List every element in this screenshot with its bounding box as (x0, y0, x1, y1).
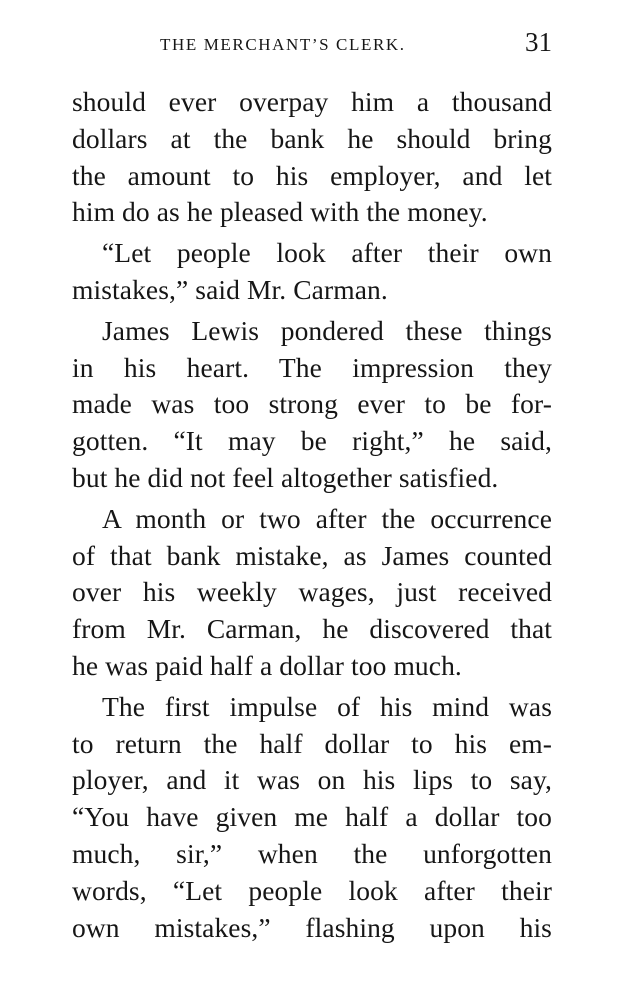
body-text (72, 84, 552, 946)
text-line: “You have given me half a dollar too (72, 801, 552, 833)
text-line: ployer, and it was on his lips to say, (72, 764, 552, 796)
page-number: 31 (525, 27, 552, 57)
text-line: words, “Let people look after their (72, 874, 552, 906)
text-line: him do as he pleased with the money. (72, 196, 488, 228)
text-line: James Lewis pondered these things (102, 314, 552, 346)
text-line: of that bank mistake, as James counted (72, 539, 552, 571)
text-line: he was paid half a dollar too much. (72, 649, 462, 681)
text-line: much, sir,” when the unforgotten (72, 837, 552, 869)
text-line: mistakes,” said Mr. Carman. (72, 273, 388, 305)
running-head-title: THE MERCHANT’S CLERK. (160, 35, 406, 54)
text-line: own mistakes,” flashing upon his (72, 911, 552, 943)
text-line: over his weekly wages, just received (72, 576, 552, 608)
text-line: to return the half dollar to his em- (72, 727, 552, 759)
text-line: A month or two after the occurrence (102, 502, 552, 534)
text-line: from Mr. Carman, he discovered that (72, 613, 552, 645)
text-line: gotten. “It may be right,” he said, (72, 425, 552, 457)
text-line: the amount to his employer, and let (72, 159, 552, 191)
text-line: dollars at the bank he should bring (72, 122, 552, 154)
text-line: in his heart. The impression they (72, 351, 552, 383)
text-line: “Let people look after their own (102, 237, 552, 269)
text-line: should ever overpay him a thousand (72, 86, 552, 117)
text-line: The first impulse of his mind was (102, 690, 552, 722)
text-line: made was too strong ever to be for- (72, 388, 552, 420)
running-head (72, 24, 552, 74)
text-line: but he did not feel altogether satisfied. (72, 461, 499, 493)
